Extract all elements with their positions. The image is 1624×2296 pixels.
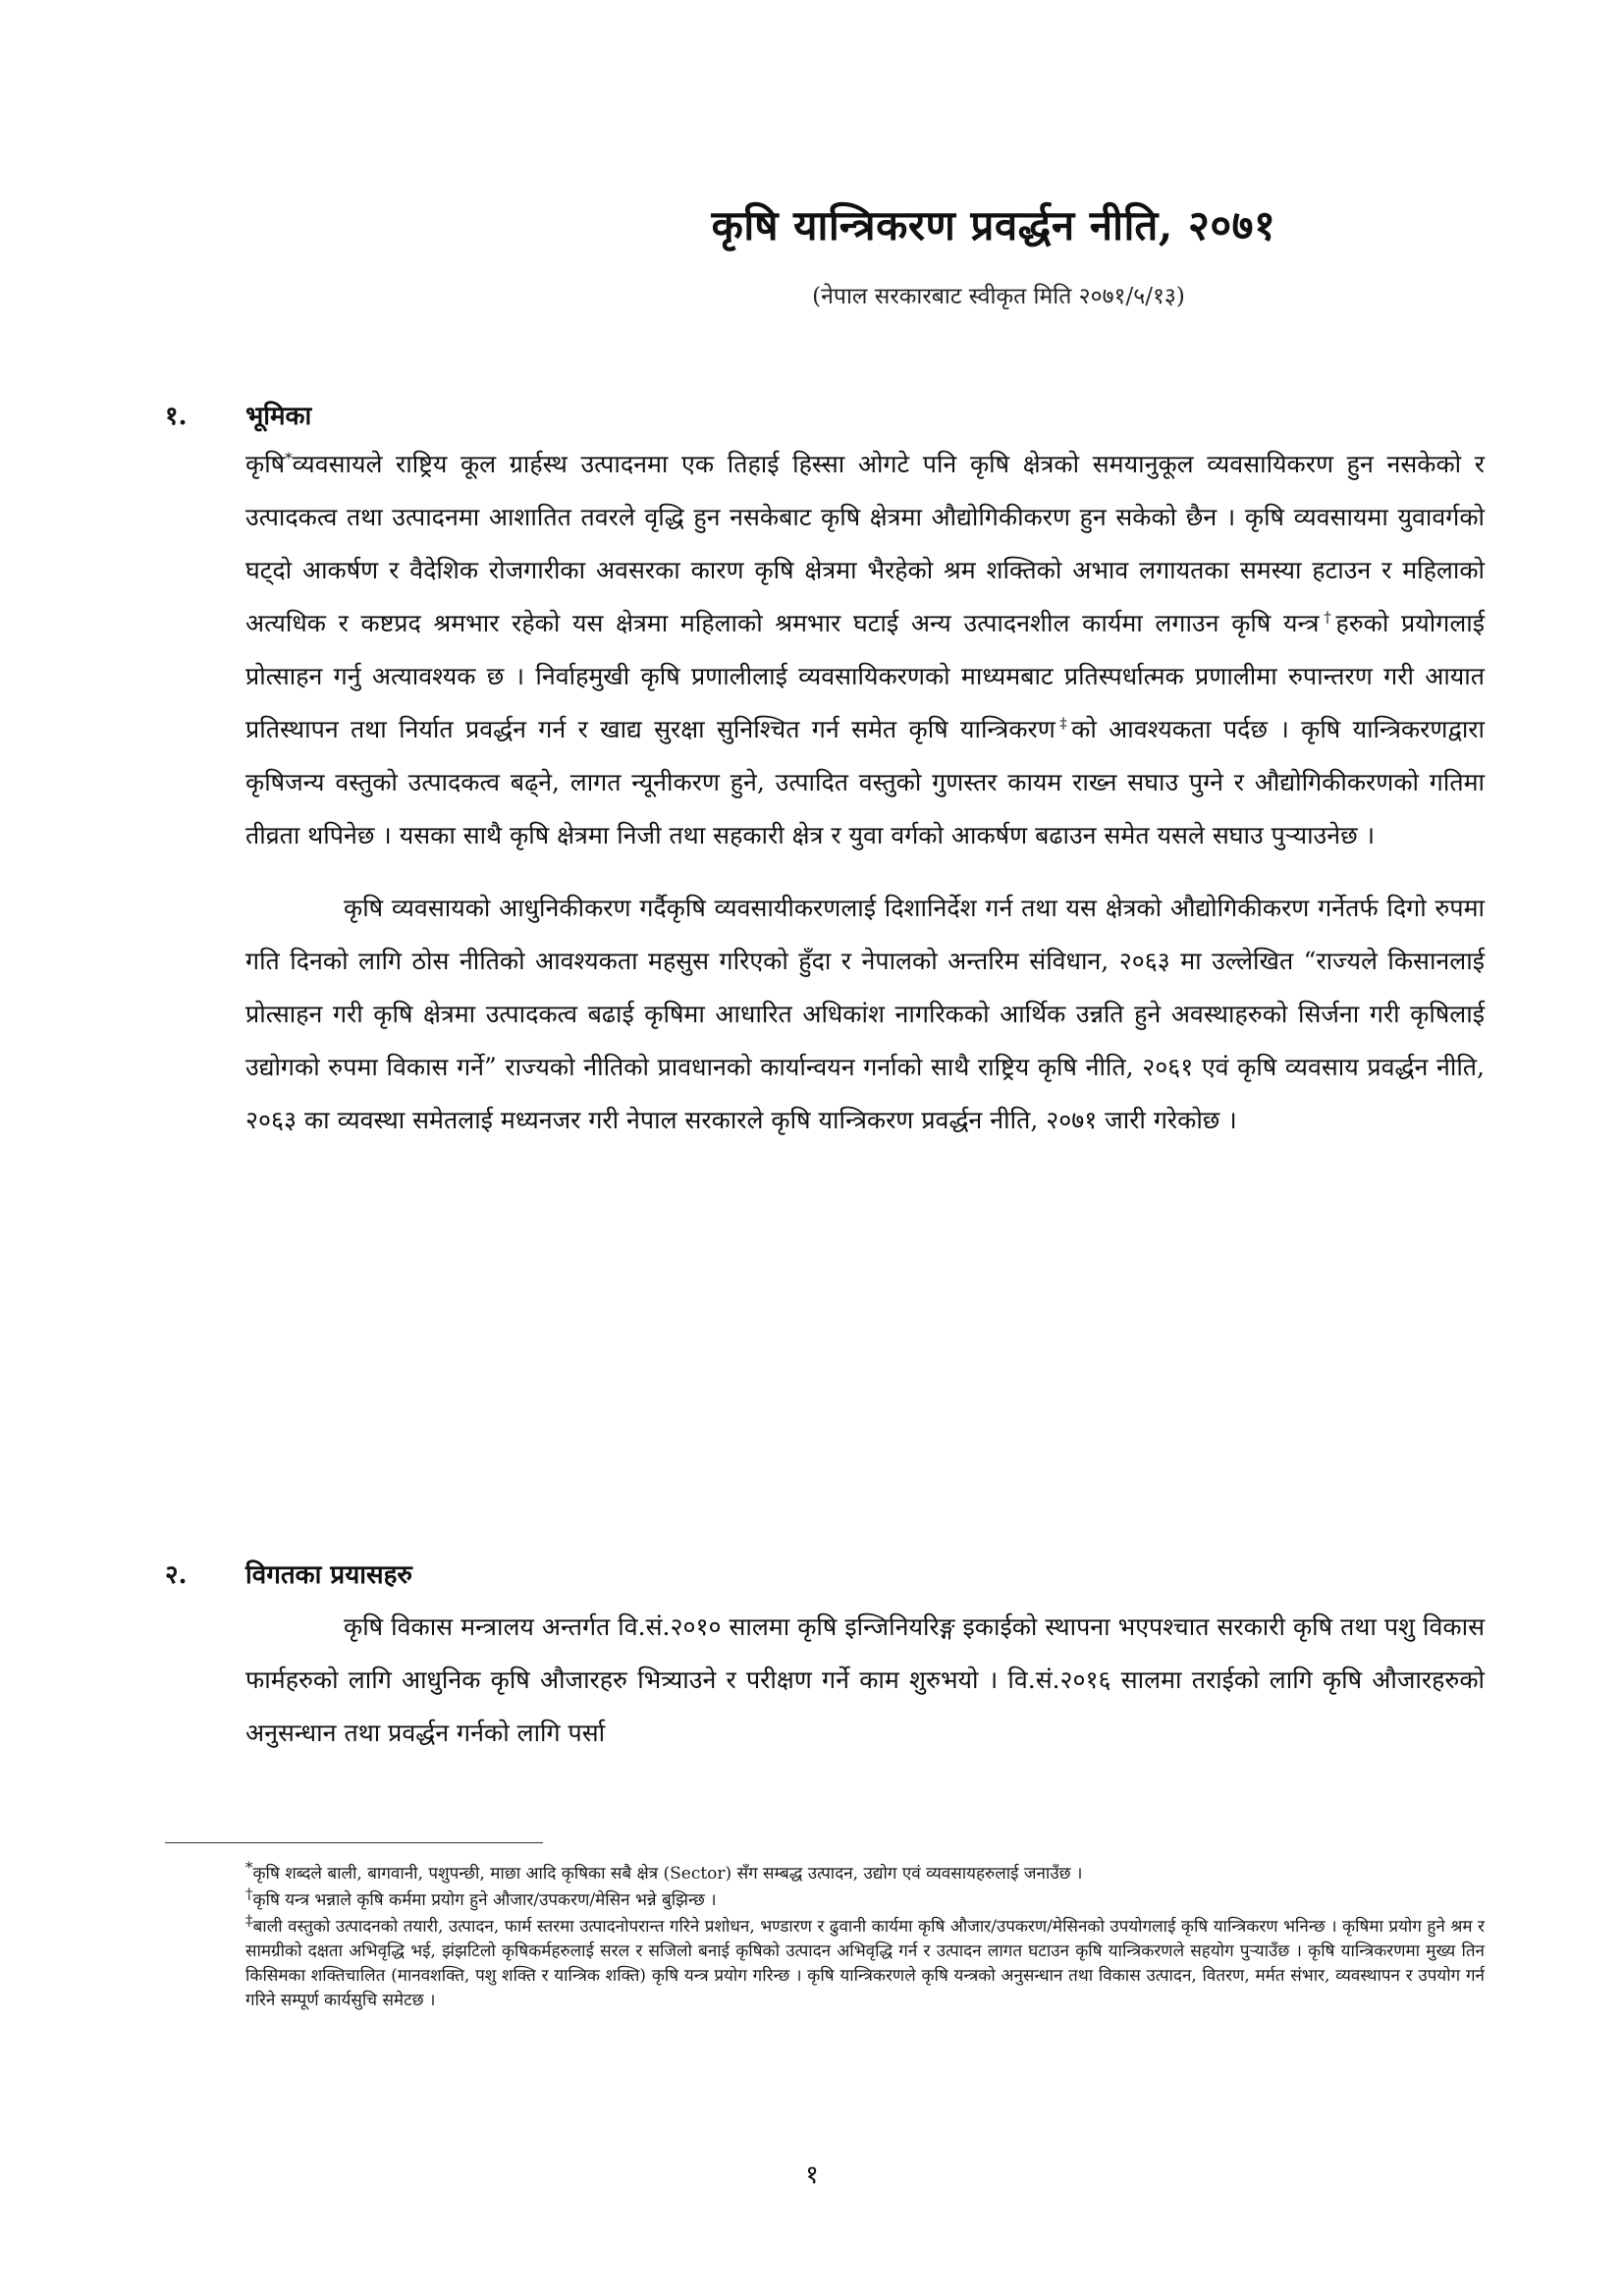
footnote-mark: * — [245, 1858, 253, 1877]
paragraph — [245, 438, 1485, 862]
section-body-introduction — [245, 438, 1485, 1147]
page-number: १ — [805, 2160, 819, 2190]
section-title: भूमिका — [245, 402, 312, 431]
footnote-divider — [165, 1842, 543, 1843]
paragraph-text: कृषि — [245, 450, 286, 478]
section-number: २. — [165, 1560, 188, 1590]
footnote — [245, 1858, 1485, 1886]
footnote-text: बाली वस्तुको उत्पादनको तयारी, उत्पादन, फार्म स्तरमा उत्पादनोपरान्त गरिने प्रशोधन, भण्डारण र ढुवानी कार्यमा कृषि औजार/उपकरण/मेसिनको उपयोगलाई कृषि यान्त्रिकरण भनिन्छ । कृषिमा प्रयोग हुने श्रम र सामग्रीको दक्षता अभिवृद्धि भई, झंझटिलो कृषिकर्महरुलाई सरल र सजिलो बनाई कृषिको उत्पादन अभिवृद्धि गर्न र उत्पादन लागत घटाउन कृषि यान्त्रिकरणले सहयोग पुऱ्याउँछ । कृषि यान्त्रिकरणमा मुख्य तिन किसिमका शक्तिचालित (मानवशक्ति, पशु शक्ति र यान्त्रिक शक्ति) कृषि यन्त्र प्रयोग गरिन्छ । कृषि यान्त्रिकरणले कृषि यन्त्रको अनुसन्धान तथा विकास उत्पादन, वितरण, मर्मत संभार, व्यवस्थापन र उपयोग गर्न गरिने सम्पूर्ण कार्यसुचि समेटछ । — [245, 1917, 1485, 2010]
footnotes — [245, 1858, 1485, 2015]
paragraph-text: को आवश्यकता पर्दछ । कृषि यान्त्रिकरणद्वारा कृषिजन्य वस्तुको उत्पादकत्व बढ्ने, लागत न्यूनीकरण हुने, उत्पादित वस्तुको गुणस्तर कायम राख्न सघाउ पुग्ने र औद्योगिकीकरणको गतिमा तीव्रता थपिनेछ । यसका साथै कृषि क्षेत्रमा निजी तथा सहकारी क्षेत्र र युवा वर्गको आकर्षण बढाउन समेत यसले सघाउ पुऱ्याउनेछ । — [245, 715, 1486, 849]
footnote — [245, 1911, 1485, 2013]
section-number: १. — [165, 402, 188, 431]
footnote-text: कृषि शब्दले बाली, बागवानी, पशुपन्छी, माछा आदि कृषिका सबै क्षेत्र (Sector) सँग सम्बद्ध उत्पादन, उद्योग एवं व्यवसायहरुलाई जनाउँछ । — [252, 1864, 1083, 1884]
paragraph: कृषि विकास मन्त्रालय अन्तर्गत वि.सं.२०१० सालमा कृषि इन्जिनियरिङ्ग इकाईको स्थापना भएपश्चात सरकारी कृषि तथा पशु विकास फार्महरुको लागि आधुनिक कृषि औजारहरु भित्र्याउने र परीक्षण गर्ने काम शुरुभयो । वि.सं.२०१६ सालमा तराईको लागि कृषि औजारहरुको अनुसन्धान तथा प्रवर्द्धन गर्नको लागि पर्सा — [245, 1613, 1485, 1747]
footnote-ref: * — [285, 449, 293, 467]
footnote-ref: † — [1319, 608, 1336, 627]
footnote-ref: ‡ — [1055, 714, 1072, 733]
section-body-past-efforts — [245, 1601, 1485, 1760]
section-title: विगतका प्रयासहरु — [245, 1560, 412, 1590]
document-title: कृषि यान्त्रिकरण प्रवर्द्धन नीति, २०७१ — [711, 201, 1276, 249]
section-heading-past-efforts — [165, 1556, 412, 1591]
footnote-mark: † — [245, 1885, 253, 1903]
footnote-mark: ‡ — [245, 1911, 253, 1930]
paragraph: कृषि व्यवसायको आधुनिकीकरण गर्दैकृषि व्यवसायीकरणलाई दिशानिर्देश गर्न तथा यस क्षेत्रको औद्योगिकीकरण गर्नेतर्फ दिगो रुपमा गति दिनको लागि ठोस नीतिको आवश्यकता महसुस गरिएको हुँदा र नेपालको अन्तरिम संविधान, २०६३ मा उल्लेखित “राज्यले किसानलाई प्रोत्साहन गरी कृषि क्षेत्रमा उत्पादकत्व बढाई कृषिमा आधारित अधिकांश नागरिकको आर्थिक उन्नति हुने अवस्थाहरुको सिर्जना गरी कृषिलाई उद्योगको रुपमा विकास गर्ने” राज्यको नीतिको प्रावधानको कार्यान्वयन गर्नाको साथै राष्ट्रिय कृषि नीति, २०६१ एवं कृषि व्यवसाय प्रवर्द्धन नीति, २०६३ का व्यवस्था समेतलाई मध्यनजर गरी नेपाल सरकारले कृषि यान्त्रिकरण प्रवर्द्धन नीति, २०७१ जारी गरेकोछ । — [245, 894, 1485, 1134]
paragraph-text: हरुको प्रयोगलाई प्रोत्साहन गर्नु अत्यावश्यक छ । निर्वाहमुखी कृषि प्रणालीलाई व्यवसायिकरणको माध्यमबाट प्रतिस्पर्धात्मक प्रणालीमा रुपान्तरण गरी आयात प्रतिस्थापन तथा निर्यात प्रवर्द्धन गर्न र खाद्य सुरक्षा सुनिश्चित गर्न समेत कृषि यान्त्रिकरण — [245, 609, 1486, 743]
document-subtitle: (नेपाल सरकारबाट स्वीकृत मिति २०७१/५/१३) — [812, 284, 1185, 309]
paragraph-text: व्यवसायले राष्ट्रिय कूल ग्रार्हस्थ उत्पादनमा एक तिहाई हिस्सा ओगटे पनि कृषि क्षेत्रको समयानुकूल व्यवसायिकरण हुन नसकेको र उत्पादकत्व तथा उत्पादनमा आशातित तवरले वृद्धि हुन नसकेबाट कृषि क्षेत्रमा औद्योगिकीकरण हुन सकेको छैन । कृषि व्यवसायमा युवावर्गको घट्दो आकर्षण र वैदेशिक रोजगारीका अवसरका कारण कृषि क्षेत्रमा भैरहेको श्रम शक्तिको अभाव लगायतका समस्या हटाउन र महिलाको अत्यधिक र कष्टप्रद श्रमभार रहेको यस क्षेत्रमा महिलाको श्रमभार घटाई अन्य उत्पादनशील कार्यमा लगाउन कृषि यन्त्र — [245, 450, 1485, 637]
footnote-text: कृषि यन्त्र भन्नाले कृषि कर्ममा प्रयोग हुने औजार/उपकरण/मेसिन भन्ने बुझिन्छ । — [252, 1890, 717, 1910]
footnote — [245, 1885, 1485, 1913]
section-heading-introduction — [165, 397, 311, 432]
